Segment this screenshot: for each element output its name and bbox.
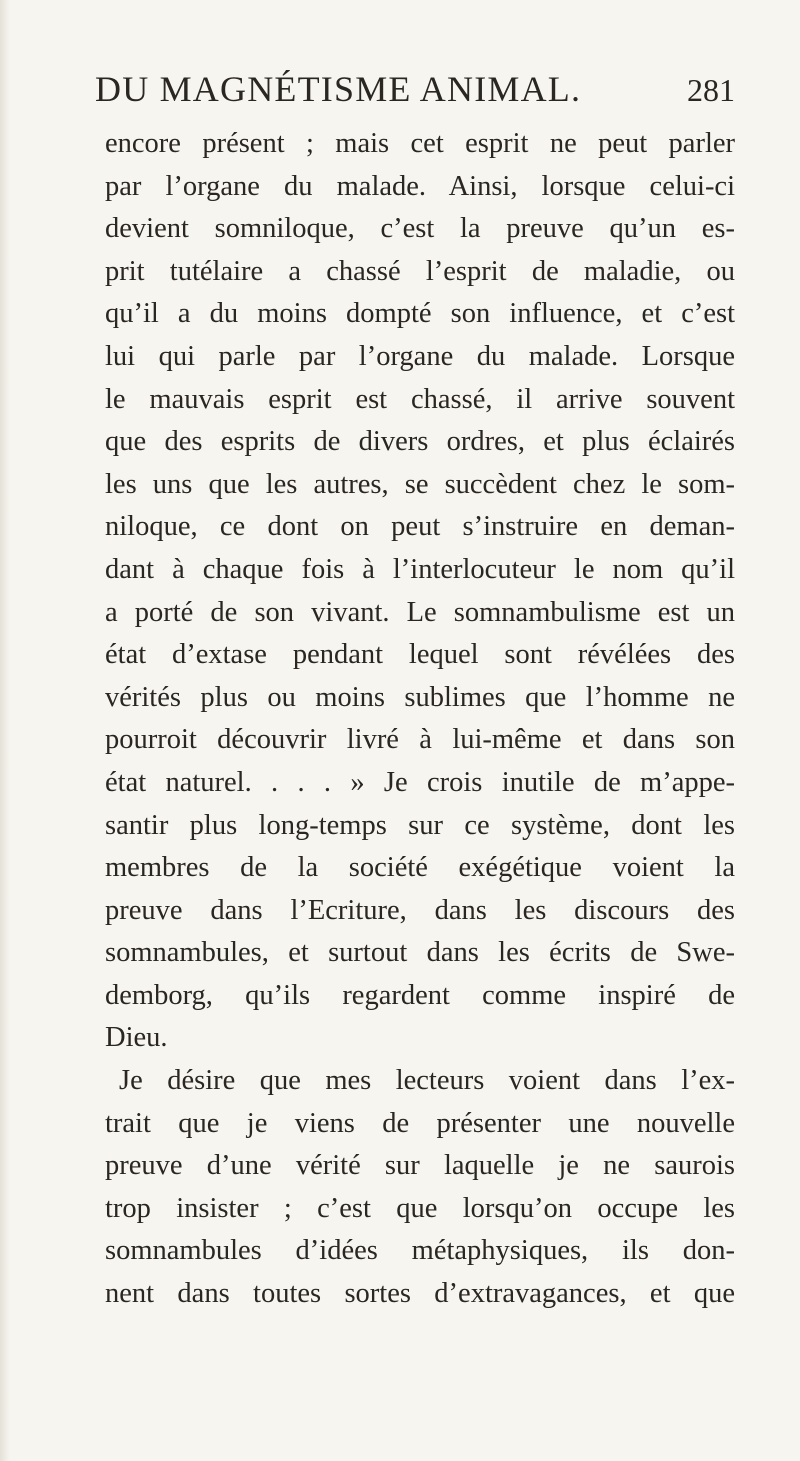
text-line: somnambules, et surtout dans les écrits de Swe-	[105, 937, 735, 969]
text-line: niloque, ce dont on peut s’instruire en deman-	[105, 511, 735, 543]
text-line: état naturel. . . . » Je crois inutile de m’appe-	[105, 766, 735, 798]
text-line: le mauvais esprit est chassé, il arrive souvent	[105, 383, 735, 415]
text-line: santir plus long-temps sur ce système, dont les	[105, 809, 735, 841]
text-line: dant à chaque fois à l’interlocuteur le nom qu’il	[105, 553, 735, 585]
gutter-shadow	[0, 0, 10, 1461]
text-line: preuve d’une vérité sur laquelle je ne saurois	[105, 1150, 735, 1182]
text-line: somnambules d’idées métaphysiques, ils don-	[105, 1235, 735, 1267]
text-line: que des esprits de divers ordres, et plus éclairés	[105, 426, 735, 458]
text-line: devient somniloque, c’est la preuve qu’un es-	[105, 213, 735, 245]
text-line: par l’organe du malade. Ainsi, lorsque celui-ci	[105, 170, 735, 202]
text-line: vérités plus ou moins sublimes que l’homme ne	[105, 681, 735, 713]
text-line: nent dans toutes sortes d’extravagances, et que	[105, 1278, 735, 1310]
text-line: les uns que les autres, se succèdent chez le som-	[105, 468, 735, 500]
body-text	[105, 123, 735, 1316]
text-line: trop insister ; c’est que lorsqu’on occupe les	[105, 1192, 735, 1224]
text-line: preuve dans l’Ecriture, dans les discours des	[105, 894, 735, 926]
text-line: demborg, qu’ils regardent comme inspiré de	[105, 979, 735, 1011]
text-line: pourroit découvrir livré à lui-même et dans son	[105, 724, 735, 756]
text-line: Je désire que mes lecteurs voient dans l’ex-	[119, 1065, 735, 1097]
page-number: 281	[687, 72, 735, 108]
text-line: lui qui parle par l’organe du malade. Lorsque	[105, 340, 735, 372]
text-line: prit tutélaire a chassé l’esprit de maladie, ou	[105, 255, 735, 287]
text-line: membres de la société exégétique voient la	[105, 852, 735, 884]
text-line: encore présent ; mais cet esprit ne peut parler	[105, 128, 735, 159]
page-header	[95, 68, 735, 118]
running-title: DU MAGNÉTISME ANIMAL.	[95, 69, 582, 109]
text-line: trait que je viens de présenter une nouvelle	[105, 1107, 735, 1139]
text-line: Dieu.	[105, 1022, 168, 1054]
text-line: état d’extase pendant lequel sont révélées des	[105, 639, 735, 671]
text-line: qu’il a du moins dompté son influence, et c’est	[105, 298, 735, 330]
text-line: a porté de son vivant. Le somnambulisme est un	[105, 596, 735, 628]
